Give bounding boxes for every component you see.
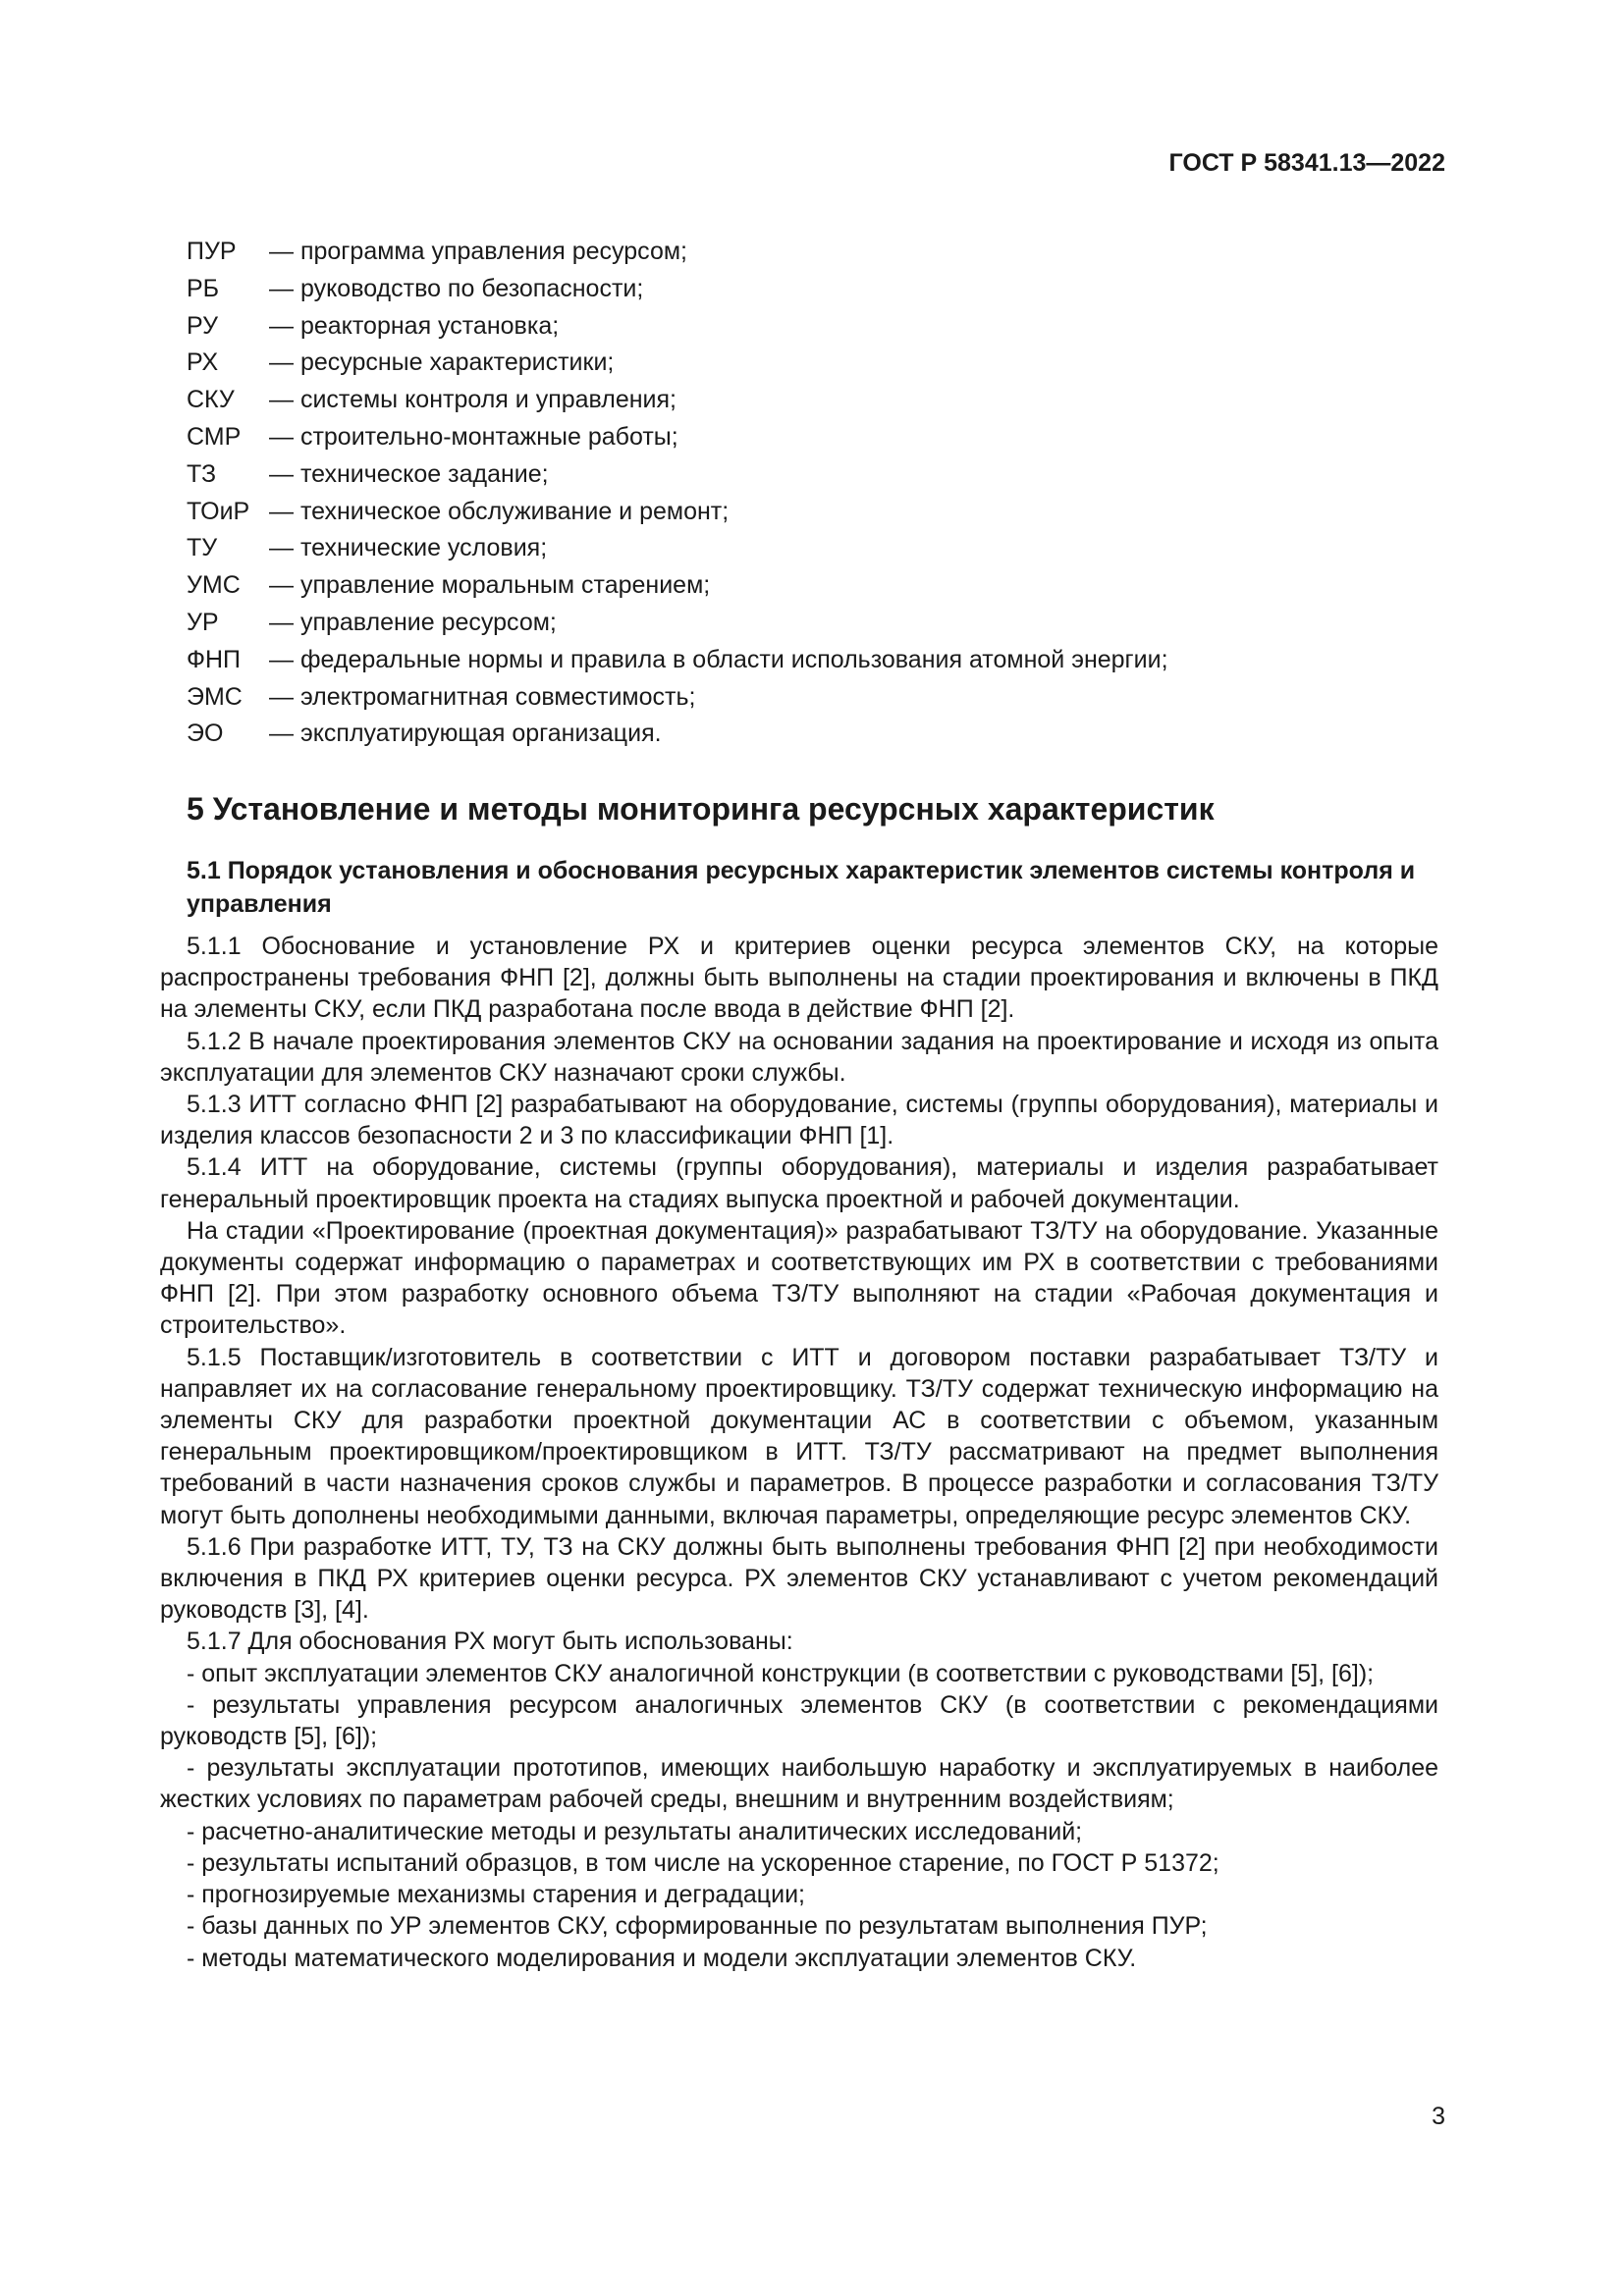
abbreviation-row xyxy=(187,679,1453,717)
abbreviation-row xyxy=(187,642,1453,679)
list-item: - прогнозируемые механизмы старения и деградации; xyxy=(187,1881,805,1909)
abbreviation-row xyxy=(187,716,1453,753)
document-code: ГОСТ Р 58341.13—2022 xyxy=(1168,149,1445,177)
paragraph-5-1-1: 5.1.1 Обоснование и установление РХ и критериев оценки ресурса элементов СКУ, на которые распространены требования ФНП [2], должны быть выполнены на стадии проектирования и включены в ПКД на элементы СКУ, если ПКД разработана после ввода в действие ФНП [2]. xyxy=(160,933,1438,1024)
abbreviation-row xyxy=(187,494,1453,531)
paragraph-5-1-6: 5.1.6 При разработке ИТТ, ТУ, ТЗ на СКУ должны быть выполнены требования ФНП [2] при необходимости включения в ПКД РХ критериев оценки ресурса. РХ элементов СКУ устанавливают с учетом рекомендаций руководств [3], [4]. xyxy=(160,1532,1438,1625)
abbreviation-term: ПУР xyxy=(187,238,237,265)
abbreviation-term: ТУ xyxy=(187,534,218,562)
abbreviation-definition: — системы контроля и управления; xyxy=(269,386,677,414)
abbreviation-term: РБ xyxy=(187,274,220,302)
abbreviation-row xyxy=(187,419,1453,456)
list-item: - расчетно-аналитические методы и результаты аналитических исследований; xyxy=(187,1817,1083,1845)
abbreviation-definition: — электромагнитная совместимость; xyxy=(269,682,696,711)
section-heading: 5 Установление и методы мониторинга ресурсных характеристик xyxy=(187,791,1215,827)
list-item: - опыт эксплуатации элементов СКУ аналогичной конструкции (в соответствии с руководствами [5], [6]); xyxy=(187,1659,1375,1687)
abbreviation-row xyxy=(187,382,1453,419)
abbreviation-row xyxy=(187,605,1453,642)
abbreviation-definition: — управление моральным старением; xyxy=(269,571,711,600)
abbreviation-row xyxy=(187,271,1453,308)
abbreviation-term: ФНП xyxy=(187,645,242,673)
abbreviation-definition: — строительно-монтажные работы; xyxy=(269,422,678,451)
list-item: - базы данных по УР элементов СКУ, сформированные по результатам выполнения ПУР; xyxy=(187,1912,1208,1941)
list-item: - результаты управления ресурсом аналогичных элементов СКУ (в соответствии с рекомендациями руководств [5], [6]); xyxy=(160,1690,1438,1751)
abbreviation-term: СКУ xyxy=(187,386,235,414)
abbreviation-term: РУ xyxy=(187,311,219,340)
abbreviation-list xyxy=(187,234,1453,753)
abbreviation-term: ЭО xyxy=(187,720,224,748)
list-item: - результаты эксплуатации прототипов, имеющих наибольшую наработку и эксплуатируемых в наиболее жестких условиях по параметрам рабочей среды, внешним и внутренним воздействиям; xyxy=(160,1754,1438,1814)
paragraph-5-1-4: 5.1.4 ИТТ на оборудование, системы (группы оборудования), материалы и изделия разрабатывает генеральный проектировщик проекта на стадиях выпуска проектной и рабочей документации. xyxy=(160,1153,1438,1213)
abbreviation-definition: — реакторная установка; xyxy=(269,311,560,340)
abbreviation-definition: — федеральные нормы и правила в области использования атомной энергии; xyxy=(269,645,1168,673)
abbreviation-row xyxy=(187,308,1453,346)
paragraph-5-1-2: 5.1.2 В начале проектирования элементов СКУ на основании задания на проектирование и исходя из опыта эксплуатации для элементов СКУ назначают сроки службы. xyxy=(160,1027,1438,1087)
abbreviation-definition: — техническое задание; xyxy=(269,459,549,488)
abbreviation-term: ЭМС xyxy=(187,682,243,711)
abbreviation-definition: — программа управления ресурсом; xyxy=(269,238,687,265)
abbreviation-definition: — ресурсные характеристики; xyxy=(269,348,615,377)
abbreviation-row xyxy=(187,345,1453,382)
list-item: - результаты испытаний образцов, в том числе на ускоренное старение, по ГОСТ Р 51372; xyxy=(187,1848,1219,1877)
abbreviation-term: СМР xyxy=(187,422,242,451)
abbreviation-row xyxy=(187,234,1453,271)
abbreviation-row xyxy=(187,567,1453,605)
list-item: - методы математического моделирования и модели эксплуатации элементов СКУ. xyxy=(187,1944,1137,1972)
abbreviation-definition: — управление ресурсом; xyxy=(269,608,557,636)
page-number: 3 xyxy=(1432,2103,1445,2130)
paragraph-5-1-5: 5.1.5 Поставщик/изготовитель в соответствии с ИТТ и договором поставки разрабатывает ТЗ/ТУ и направляет их на согласование генеральному проектировщику. ТЗ/ТУ содержат техническую информацию на элементы СКУ для разработки проектной документации АС в соответствии с объемом, указанным генеральным проектировщиком/проектировщиком в ИТТ. ТЗ/ТУ рассматривают на предмет выполнения требований в части назначения сроков службы и параметров. В процессе разработки и согласования ТЗ/ТУ могут быть дополнены необходимыми данными, включая параметры, определяющие ресурс элементов СКУ. xyxy=(160,1343,1438,1529)
abbreviation-term: УМС xyxy=(187,571,241,600)
abbreviation-term: УР xyxy=(187,608,219,636)
abbreviation-definition: — руководство по безопасности; xyxy=(269,274,644,302)
abbreviation-definition: — технические условия; xyxy=(269,534,548,562)
paragraph-5-1-3: 5.1.3 ИТТ согласно ФНП [2] разрабатывают на оборудование, системы (группы оборудования), материалы и изделия классов безопасности 2 и 3 по классификации ФНП [1]. xyxy=(160,1091,1438,1150)
paragraph-design-stage: На стадии «Проектирование (проектная документация)» разрабатывают ТЗ/ТУ на оборудование. Указанные документы содержат информацию о параметрах и соответствующих им РХ в соответствии с требованиями ФНП [2]. При этом разработку основного объема ТЗ/ТУ выполняют на стадии «Рабочая документация и строительство». xyxy=(160,1216,1438,1340)
abbreviation-term: ТОиР xyxy=(187,497,250,525)
abbreviation-definition: — техническое обслуживание и ремонт; xyxy=(269,497,730,525)
abbreviation-definition: — эксплуатирующая организация. xyxy=(269,720,662,748)
paragraph-5-1-7: 5.1.7 Для обоснования РХ могут быть использованы: xyxy=(187,1628,793,1656)
abbreviation-term: РХ xyxy=(187,348,219,377)
subsection-heading: 5.1 Порядок установления и обоснования ресурсных характеристик элементов системы контроля и управления xyxy=(187,857,1416,918)
abbreviation-row xyxy=(187,456,1453,494)
body-text xyxy=(160,931,1438,1974)
abbreviation-term: ТЗ xyxy=(187,459,217,488)
abbreviation-row xyxy=(187,530,1453,567)
